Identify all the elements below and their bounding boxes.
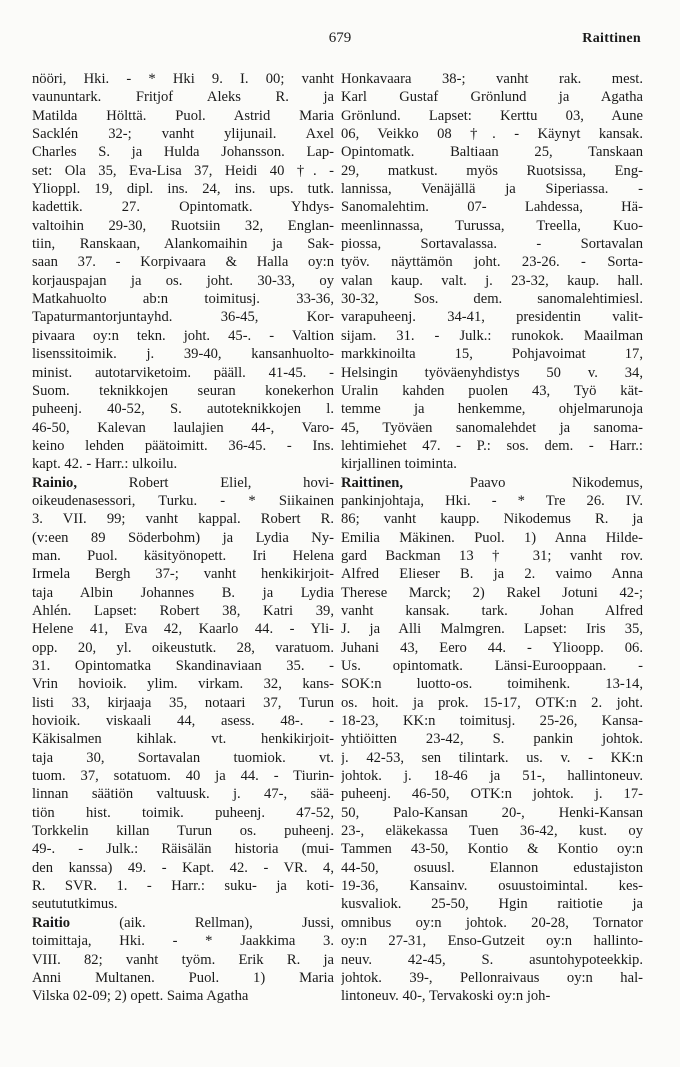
text-line: varapuheenj. 34-41, presidentin valit- xyxy=(341,309,643,326)
text-line: 23-, eläkekassa Tuen 36-42, kust. oy xyxy=(341,823,643,840)
text-line: 31. Opintomatka Skandinaviaan 35. - xyxy=(32,658,334,674)
text-line: Us. opintomatk. Länsi-Eurooppaan. - xyxy=(341,658,643,674)
text-line: kadettik. 27. Opintomatk. Yhdys- xyxy=(32,199,334,216)
text-line: pankinjohtaja, Hki. - * Tre 26. IV. xyxy=(341,492,643,509)
text-line: 86; vanht kaupp. Nikodemus R. ja xyxy=(341,511,643,528)
text-line: taja 30, Sortavalan tuomiok. vt. xyxy=(32,749,334,766)
text-line: opp. 20, yl. oikeustutk. 28, varatuom. xyxy=(32,639,334,656)
text-line: Karl Gustaf Grönlund ja Agatha xyxy=(341,89,643,106)
text-line: keino lehden päätoimitt. 36-45. - Ins. xyxy=(32,437,334,454)
text-line: Matilda Hölttä. Puol. Astrid Maria xyxy=(32,107,334,124)
text-line: linnan säätiön valtuusk. j. 47-, sää- xyxy=(32,786,334,803)
text-line: pivaara oy:n tekn. joht. 45-. - Valtion xyxy=(32,327,334,344)
text-line: 46-50, Kalevan laulajien 44-, Varo- xyxy=(32,419,334,436)
text-line: Helsingin työväenyhdistys 50 v. 34, xyxy=(341,364,643,381)
text-line: johtok. 39-, Pellonraivaus oy:n hal- xyxy=(341,969,643,986)
text-line: Irmela Bergh 37-; vanht henkikirjoit- xyxy=(32,566,334,583)
text-line: R. SVR. 1. - Harr.: suku- ja koti- xyxy=(32,878,334,895)
text-line: seutututkimus. xyxy=(32,896,118,913)
text-line: gard Backman 13 † 31; vanht rov. xyxy=(341,547,643,564)
text-line: Raitio (aik. Rellman), Jussi, xyxy=(32,914,334,931)
text-line: Vrin hovioik. ylim. virkam. 32, kans- xyxy=(32,676,334,693)
text-line: Ylioppl. 19, dipl. ins. 24, ins. ups. tutk. xyxy=(32,181,334,198)
text-line: 50, Palo-Kansan 20-, Henki-Kansan xyxy=(341,804,643,821)
text-line: listi 33, kirjaaja 35, notaari 37, Turun xyxy=(32,694,334,711)
text-line: Anni Multanen. Puol. 1) Maria xyxy=(32,969,334,986)
text-line: 06, Veikko 08 †. - Käynyt kansak. xyxy=(341,126,643,143)
text-line: lehtimiehet 47. - P.: sos. dem. - Harr.: xyxy=(341,437,643,454)
text-line: johtok. j. 18-46 ja 51-, hallintoneuv. xyxy=(341,768,643,785)
text-line: (v:een 89 Söderbohm) ja Lydia Ny- xyxy=(32,529,334,546)
text-line: yhtiöitten 23-42, S. pankin johtok. xyxy=(341,731,643,748)
text-line: Raittinen, Paavo Nikodemus, xyxy=(341,474,643,491)
text-line: Grönlund. Lapset: Kerttu 03, Aune xyxy=(341,107,643,124)
text-line: lisenssitoimik. j. 39-40, kansanhuolto- xyxy=(32,346,334,363)
entry-head-raittinen: Raittinen, xyxy=(341,474,404,491)
text-line: lannissa, Venäjällä ja Siperiassa. - xyxy=(341,181,643,198)
text-line: Charles S. ja Hulda Johansson. Lap- xyxy=(32,144,334,161)
text-line: neuv. 42-45, S. asuntohypoteekkip. xyxy=(341,951,643,968)
text-line: markkinoilta 15, Pohjavoimat 17, xyxy=(341,346,643,363)
running-head: Raittinen xyxy=(582,31,641,46)
page-header xyxy=(0,30,680,54)
text-line: valan kaup. valt. j. 23-32, kaup. hall. xyxy=(341,272,643,289)
text-line: oikeudenasessori, Turku. - * Siikainen xyxy=(32,492,334,509)
text-line: valtoihin 29-30, Ruotsiin 32, Englan- xyxy=(32,217,334,234)
text-line: den kanssa) 49. - Kapt. 42. - VR. 4, xyxy=(32,859,334,876)
text-line: Torkkelin killan Turun os. puheenj. xyxy=(32,823,334,840)
text-line: 45, Työväen sanomalehdet ja sanoma- xyxy=(341,419,643,436)
text-line: tiin, Ranskaan, Alankomaihin ja Sak- xyxy=(32,236,334,253)
text-line: vaununtark. Fritjof Aleks R. ja xyxy=(32,89,334,106)
text-line: temme ja henkemme, ohjelmarunoja xyxy=(341,401,643,418)
text-line: set: Ola 35, Eva-Lisa 37, Heidi 40 †. - xyxy=(32,162,334,179)
text-line: piossa, Sortavalassa. - Sortavalan xyxy=(341,236,643,253)
text-line: Tammen 43-50, Kontio & Kontio oy:n xyxy=(341,841,643,858)
text-line: Helene 41, Eva 42, Kaarlo 44. - Yli- xyxy=(32,621,334,638)
text-line: meenlinnassa, Turussa, Treella, Kuo- xyxy=(341,217,643,234)
text-line: lintoneuv. 40-, Tervakoski oy:n joh- xyxy=(341,988,551,1005)
right-column xyxy=(341,70,643,1006)
text-line: Rainio, Robert Eliel, hovi- xyxy=(32,474,334,491)
entry-head-raitio: Raitio xyxy=(32,914,71,931)
text-line: j. 42-53, sen tilintark. us. v. - KK:n xyxy=(341,749,643,766)
text-line: Therese Marck; 2) Rakel Jotuni 42-; xyxy=(341,584,643,601)
text-line: Suom. teknikkojen seuran konekerhon xyxy=(32,382,334,399)
text-line: Sanomalehtim. 07- Lahdessa, Hä- xyxy=(341,199,643,216)
text-line: 44-50, osuusl. Elannon edustajiston xyxy=(341,859,643,876)
text-line: 29, matkust. myös Ruotsissa, Eng- xyxy=(341,162,643,179)
text-line: Juhani 43, Eero 44. - Ylioopp. 06. xyxy=(341,639,643,656)
text-line: oy:n 27-31, Enso-Gutzeit oy:n hallinto- xyxy=(341,933,643,950)
text-line: vanht kansak. tark. Johan Alfred xyxy=(341,602,643,619)
text-line: puheenj. 40-52, S. autoteknikkojen l. xyxy=(32,401,334,418)
text-line: Matkahuolto ab:n toimitusj. 33-36, xyxy=(32,291,334,308)
text-line: tiön hist. toimik. puheenj. 47-52, xyxy=(32,804,334,821)
text-line: Honkavaara 38-; vanht rak. mest. xyxy=(341,71,643,87)
text-line: 19-36, Kansainv. osuustoimintal. kes- xyxy=(341,878,643,895)
text-line: Ahlén. Lapset: Robert 38, Katri 39, xyxy=(32,602,334,619)
text-line: man. Puol. käsityönopett. Iri Helena xyxy=(32,547,334,564)
text-line: VIII. 82; vanht työm. Erik R. ja xyxy=(32,951,334,968)
text-line: nööri, Hki. - * Hki 9. I. 00; vanht xyxy=(32,71,334,87)
text-line: kapt. 42. - Harr.: ulkoilu. xyxy=(32,456,178,473)
text-line: J. ja Alli Malmgren. Lapset: Iris 35, xyxy=(341,621,643,638)
text-line: Opintomatk. Baltiaan 25, Tanskaan xyxy=(341,144,643,161)
text-line: puheenj. 46-50, OTK:n johtok. j. 17- xyxy=(341,786,643,803)
text-line: Käkisalmen kihlak. vt. henkikirjoit- xyxy=(32,731,334,748)
text-line: Sacklén 32-; vanht ylijunail. Axel xyxy=(32,126,334,143)
page-number: 679 xyxy=(328,30,352,46)
text-line: omnibus oy:n johtok. 20-28, Tornator xyxy=(341,914,643,931)
text-line: Alfred Elieser B. ja 2. vaimo Anna xyxy=(341,566,643,583)
text-line: kusvaliok. 25-50, Hgin raitiotie ja xyxy=(341,896,643,913)
text-line: os. hoit. ja prok. 15-17, OTK:n 2. joht. xyxy=(341,694,643,711)
text-line: sijam. 31. - Julk.: runokok. Maailman xyxy=(341,327,643,344)
text-line: Vilska 02-09; 2) opett. Saima Agatha xyxy=(32,988,249,1005)
entry-head-rainio: Rainio, xyxy=(32,474,78,491)
text-line: toimittaja, Hki. - * Jaakkima 3. xyxy=(32,933,334,950)
text-line: minist. autotarviketoim. pääll. 41-45. - xyxy=(32,364,334,381)
text-line: 30-32, Sos. dem. sanomalehtimiesl. xyxy=(341,291,643,308)
text-line: korjauspajan ja os. joht. 30-33, oy xyxy=(32,272,334,289)
text-line: työv. näyttämön joht. 23-26. - Sorta- xyxy=(341,254,643,271)
text-line: taja Albin Johannes B. ja Lydia xyxy=(32,584,334,601)
text-line: kirjallinen toiminta. xyxy=(341,456,457,473)
text-line: 18-23, KK:n toimitusj. 25-26, Kansa- xyxy=(341,713,643,730)
left-column xyxy=(32,70,334,1006)
text-line: Tapaturmantorjuntayhd. 36-45, Kor- xyxy=(32,309,334,326)
text-line: SOK:n luotto-os. toimihenk. 13-14, xyxy=(341,676,643,693)
text-line: tuom. 37, sotatuom. 40 ja 44. - Tiurin- xyxy=(32,768,334,785)
text-line: saan 37. - Korpivaara & Halla oy:n xyxy=(32,254,334,271)
text-line: Emilia Mäkinen. Puol. 1) Anna Hilde- xyxy=(341,529,643,546)
text-line: 49-. - Julk.: Räisälän historia (mui- xyxy=(32,841,334,858)
text-line: Uralin kahden puolen 43, Työ kät- xyxy=(341,382,643,399)
text-line: 3. VII. 99; vanht kappal. Robert R. xyxy=(32,511,334,528)
text-line: hovioik. viskaali 44, asess. 48-. - xyxy=(32,713,334,730)
